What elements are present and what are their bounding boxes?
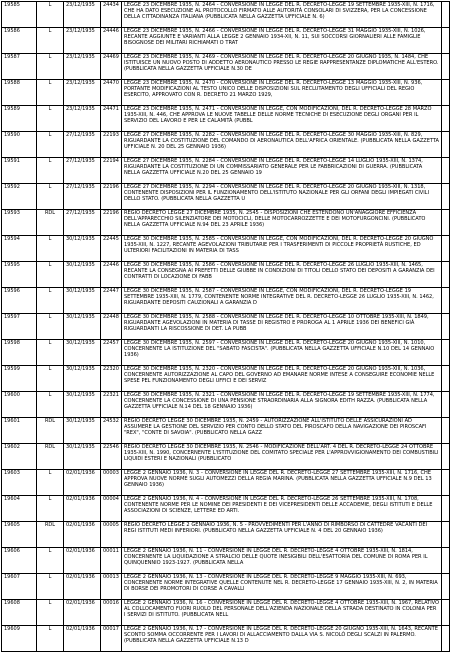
act-description: LEGGE 30 DICEMBRE 1935, N. 2585 - CONVERSIONE IN LEGGE, CON MODIFICAZIONI, DEL R. DECRETO-LEGGE 20 GIUGNO 1935-XIII, N. 1227, RECANTE AGEVOLAZIONI TRIBUTARIE PER I TRASFERIMENTI DI PICCOLE PROPRIETÀ RUSTICHE, ED ULTERIORI FACILITAZIONI IN MATERIA DI TASS (122, 236, 442, 262)
record-number: 19607 (2, 574, 37, 600)
row-end-cell (442, 158, 450, 184)
row-end-cell (442, 184, 450, 210)
table-row (2, 626, 450, 652)
act-type: L (37, 340, 64, 366)
act-type: L (37, 288, 64, 314)
table-row (2, 132, 450, 158)
act-date: 23/12/1935 (64, 54, 101, 80)
sequence-number: 00005 (101, 522, 122, 548)
sequence-number: 00016 (101, 600, 122, 626)
row-end-cell (442, 340, 450, 366)
act-date: 02/01/1936 (64, 496, 101, 522)
sequence-number: 22321 (101, 392, 122, 418)
act-date: 02/01/1936 (64, 626, 101, 652)
record-number: 19597 (2, 314, 37, 340)
act-date: 30/12/1935 (64, 262, 101, 288)
record-number: 19608 (2, 600, 37, 626)
act-type: L (37, 392, 64, 418)
sequence-number: 22457 (101, 340, 122, 366)
table-row (2, 574, 450, 600)
act-date: 02/01/1936 (64, 574, 101, 600)
sequence-number: 00017 (101, 626, 122, 652)
record-number: 19587 (2, 54, 37, 80)
act-type: RDL (37, 210, 64, 236)
act-description: LEGGE 2 GENNAIO 1936, N. 17 - CONVERSIONE IN LEGGE DEL R. DECRETO-LEGGE 20 GIUGNO 1935-XIII, N. 1643, RECANTE SCONTO SOMMA OCCORRENTE PER I LAVORI DI ALLACCIAMENTO DALLA VIA S. NICOLÒ DEGLI SCALZI IN PALERMO. (PUBBLICATA NELLA GAZZETTA UFFICIALE N.13 D (122, 626, 442, 652)
act-date: 30/12/1935 (64, 444, 101, 470)
register-rows (2, 2, 450, 652)
act-type: L (37, 496, 64, 522)
act-type: L (37, 314, 64, 340)
act-date: 27/12/1935 (64, 132, 101, 158)
record-number: 19609 (2, 626, 37, 652)
act-date: 02/01/1936 (64, 522, 101, 548)
act-date: 27/12/1935 (64, 210, 101, 236)
row-end-cell (442, 314, 450, 340)
sequence-number: 22196 (101, 210, 122, 236)
table-row (2, 28, 450, 54)
act-date: 23/12/1935 (64, 2, 101, 28)
act-description: LEGGE 30 DICEMBRE 1935, N. 2586 - CONVERSIONE IN LEGGE DEL R. DECRETO-LEGGE 26 LUGLIO 1935-XIII, N. 1465, RECANTE LA CONSEGNA AI PREFETTI DELLE GIUBBE IN CONDIZIONI DI TITOLI DELLO STATO DEI DEPOSITI A GARANZIA DEI CONTRATTI DI LOCAZIONE DI FABB (122, 262, 442, 288)
row-end-cell (442, 2, 450, 28)
act-type: L (37, 2, 64, 28)
record-number: 19605 (2, 522, 37, 548)
act-description: LEGGE 23 DICEMBRE 1935, N. 2469 - CONVERSIONE IN LEGGE DEL R. DECRETO-LEGGE 20 GIUGNO 1935, N. 1484, CHE ISTITUISCE UN NUOVO POSTO DI ADDETTO AERONAUTICO PRESSO LE REGIE RAPPRESENTANZE DIPLOMATICHE ALL'ESTERO. (PUBBLICATA NELLA GAZZETTA UFFICIALE N.30 DE (122, 54, 442, 80)
table-row (2, 80, 450, 106)
act-date: 02/01/1936 (64, 548, 101, 574)
act-date: 30/12/1935 (64, 366, 101, 392)
act-description: LEGGE 2 GENNAIO 1936, N. 11 - CONVERSIONE IN LEGGE DEL R. DECRETO-LEGGE 4 OTTOBRE 1935-XIII, N. 1814, CONCERNENTE LA LIQUIDAZIONE A STRALCIO DELLE QUOTE INESIGIBILI DELL'ESATTORIA DEL COMUNE DI ROMA PER IL QUINQUENNIO 1923-1927. (PUBBLICATA NELLA (122, 548, 442, 574)
record-number: 19595 (2, 262, 37, 288)
table-row (2, 600, 450, 626)
record-number: 19586 (2, 28, 37, 54)
row-end-cell (442, 210, 450, 236)
act-date: 30/12/1935 (64, 314, 101, 340)
act-type: L (37, 548, 64, 574)
record-number: 19602 (2, 444, 37, 470)
document-page (1, 1, 450, 645)
act-description: LEGGE 30 DICEMBRE 1935, N. 2597 - CONVERSIONE IN LEGGE DEL R. DECRETO-LEGGE 20 GIUGNO 1935-XIII, N. 1010, CONCERNENTE LA ISTITUZIONE DEL "SABATO FASCISTA". (PUBBLICATA NELLA GAZZETTA UFFICIALE N.10 DEL 14 GENNAIO 1936) (122, 340, 442, 366)
act-description: LEGGE 30 DICEMBRE 1935, N. 2587 - CONVERSIONE IN LEGGE, CON MODIFICAZIONI, DEL R. DECRETO-LEGGE 19 SETTEMBRE 1935-XIII, N. 1779, CONTENENTE NORME INTEGRATIVE DEL R. DECRETO-LEGGE 26 LUGLIO 1935-XIII, N. 1462, RIGUARDANTE DEPOSITI CAUZIONALI A GARANZIA D (122, 288, 442, 314)
act-description: LEGGE 27 DICEMBRE 1935, N. 2284 - CONVERSIONE IN LEGGE DEL R. DECRETO-LEGGE 14 LUGLIO 1935-XIII, N. 1374, RIGUARDANTE LA COSTITUZIONE DI UN COMMISSARIATO GENERALE PER LE FABBRICAZIONI DI GUERRA. (PUBBLICATA NELLA GAZZETTA UFFICIALE N.20 DEL 25 GENNAIO 19 (122, 158, 442, 184)
record-number: 19592 (2, 184, 37, 210)
sequence-number: 22546 (101, 444, 122, 470)
table-row (2, 2, 450, 28)
sequence-number: 00011 (101, 548, 122, 574)
act-type: L (37, 626, 64, 652)
record-number: 19601 (2, 418, 37, 444)
act-type: L (37, 262, 64, 288)
act-description: REGIO DECRETO LEGGE 27 DICEMBRE 1935, N. 2545 - DISPOSIZIONI CHE ESTENDONO UN'ANAGGIORE EFFICIENZA DELL'APPARECCHIO SILENZIATORE DEI MOTOCICLI, DELLE MOTOCARROZZETTE E DEI MOTOFURGONCINI. (PUBBLICATO NELLA GAZZETTA UFFICIALE N.94 DEL 23 APRILE 1936) (122, 210, 442, 236)
sequence-number: 22448 (101, 314, 122, 340)
act-type: L (37, 80, 64, 106)
table-row (2, 496, 450, 522)
record-number: 19599 (2, 366, 37, 392)
table-row (2, 548, 450, 574)
sequence-number: 24446 (101, 28, 122, 54)
act-date: 23/12/1935 (64, 28, 101, 54)
table-row (2, 158, 450, 184)
sequence-number: 00013 (101, 574, 122, 600)
act-type: RDL (37, 522, 64, 548)
act-type: L (37, 574, 64, 600)
act-description: LEGGE 2 GENNAIO 1936, N. 16 - CONVERSIONE IN LEGGE DEL R. DECRETO-LEGGE 4 OTTOBRE 1935-XIII, N. 1967, RELATIVO AL COLLOCAMENTO FUORI RUOLO DEL PERSONALE DELL'AZIENDA NAZIONALE DELLA STRADA DESTINATO IN COLONIA PER I SERVIZI DI ISTITUTO. (PUBBLICATA NELL (122, 600, 442, 626)
act-description: LEGGE 30 DICEMBRE 1935, N. 2321 - CONVERSIONE IN LEGGE DEL R. DECRETO-LEGGE 19 SETTEMBRE 1935-XIII, N. 1774, CONCERNENTE LA CONCESSIONE DI UNA PENSIONE STRAORDINARIA ALLA SIGNORA EDITH RAZZA. (PUBBLICATA NELLA GAZZETTA UFFICIALE N.14 DEL 18 GENNAIO 1936) (122, 392, 442, 418)
row-end-cell (442, 288, 450, 314)
table-row (2, 314, 450, 340)
act-description: LEGGE 23 DICEMBRE 1935, N. 2470 - CONVERSIONE IN LEGGE DEL R. DECRETO-LEGGE 13 MAGGIO 1935-XIII, N. 936, PORTANTE MODIFICAZIONI AL TESTO UNICO DELLE DISPOSIZIONI SUL RECLUTAMENTO DEGLI UFFICIALI DEL REGIO ESERCITO, APPROVATO CON R. DECRETO 21 MARZO 1929, (122, 80, 442, 106)
record-number: 19603 (2, 470, 37, 496)
act-description: LEGGE 27 DICEMBRE 1935, N. 2294 - CONVERSIONE IN LEGGE DEL R. DECRETO-LEGGE 20 GIUGNO 1935-XIII, N. 1318, CONTENENTE DISPOSIZIONI PER IL FUNZIONAMENTO DELL'ISTITUTO NAZIONALE PER GLI ORFANI DEGLI IMPIEGATI CIVILI DELLO STATO. (PUBBLICATA NELLA GAZZETTA U (122, 184, 442, 210)
record-number: 19606 (2, 548, 37, 574)
table-row (2, 210, 450, 236)
act-description: LEGGE 23 DICEMBRE 1935, N. 2464 - CONVERSIONE IN LEGGE DEL R. DECRETO-LEGGE 19 SETTEMBRE 1935-XIII, N. 1716, CHE HA DATO ESECUZIONE AL PROTOCOLLO FIRMATO ALLE AUTORITÀ CONSOLARI DI SVIZZERA, PER LA CONCESSIONE DELLA CITTADINANZA ITALIANA (PUBBLICATA NELLA GAZZETTA UFFICIALE N. 6) (122, 2, 442, 28)
legislation-register-table (1, 1, 450, 652)
table-row (2, 522, 450, 548)
sequence-number: 24434 (101, 2, 122, 28)
row-end-cell (442, 626, 450, 652)
row-end-cell (442, 106, 450, 132)
row-end-cell (442, 236, 450, 262)
sequence-number: 22447 (101, 288, 122, 314)
row-end-cell (442, 600, 450, 626)
act-type: L (37, 184, 64, 210)
sequence-number: 24532 (101, 418, 122, 444)
sequence-number: 24470 (101, 80, 122, 106)
act-type: L (37, 600, 64, 626)
sequence-number: 24469 (101, 54, 122, 80)
table-row (2, 392, 450, 418)
act-date: 30/12/1935 (64, 288, 101, 314)
record-number: 19588 (2, 80, 37, 106)
act-type: L (37, 158, 64, 184)
act-date: 30/12/1935 (64, 392, 101, 418)
record-number: 19598 (2, 340, 37, 366)
table-row (2, 288, 450, 314)
record-number: 19589 (2, 106, 37, 132)
row-end-cell (442, 574, 450, 600)
sequence-number: 22445 (101, 236, 122, 262)
act-date: 23/12/1935 (64, 80, 101, 106)
act-type: L (37, 28, 64, 54)
row-end-cell (442, 132, 450, 158)
act-date: 02/01/1936 (64, 600, 101, 626)
act-description: REGIO DECRETO LEGGE 30 DICEMBRE 1935, N. 2546 - MODIFICAZIONE DELL'ART. 4 DEL R. DECRETO-LEGGE 24 OTTOBRE 1935-XIII, N. 1990, CONCERNENTE L'ISTITUZIONE DEL COMITATO SPECIALE PER L'APPROVVIGIONAMENTO DEI COMBUSTIBILI LIQUIDI ESTERI E NAZIONALI (PUBBLICATO (122, 444, 442, 470)
row-end-cell (442, 470, 450, 496)
sequence-number: 00003 (101, 470, 122, 496)
act-type: RDL (37, 444, 64, 470)
act-description: LEGGE 2 GENNAIO 1936, N. 4 - CONVERSIONE IN LEGGE DEL R. DECRETO-LEGGE 26 SETTEMBRE 1935-XIII, N. 1708, CONTENENTE NORME PER LE NOMINE DEI PRESIDENTI E DEI VICEPRESIDENTI DELLE ACCADEMIE, DEGLI ISTITUTI E DELLE ASSOCIAZIONI DI SCIENZE, LETTERE ED ARTI. (122, 496, 442, 522)
act-description: LEGGE 23 DICEMBRE 1935, N. 2471 - CONVERSIONE IN LEGGE, CON MODIFICAZIONI, DEL R. DECRETO-LEGGE 28 MARZO 1935-XIII, N. 446, CHE APPROVA LE NUOVE TABELLE DELLE NORME TECNICHE DI ESECUZIONE DEGLI ORGANI PER IL SERVIZIO DEL LAVORO E PER LE CALAMITÀ (PUBBL (122, 106, 442, 132)
table-row (2, 106, 450, 132)
record-number: 19590 (2, 132, 37, 158)
act-date: 30/12/1935 (64, 236, 101, 262)
act-date: 23/12/1935 (64, 106, 101, 132)
sequence-number: 22196 (101, 184, 122, 210)
table-row (2, 366, 450, 392)
table-row (2, 236, 450, 262)
act-type: L (37, 366, 64, 392)
record-number: 19593 (2, 210, 37, 236)
record-number: 19596 (2, 288, 37, 314)
act-description: REGIO DECRETO LEGGE 30 DICEMBRE 1935, N. 2459 - AUTORIZZAZIONE ALL'ISTITUTO DELLE ASSICURAZIONI AD ASSUMERE LA GESTIONE DEL SERVIZIO PER CONTO DELLO STATO DEL PIROSCAFO DELLA NAVIGAZIONE DEI PIROSCAFI "REX", "CONTE DI SAVOIA". (PUBBLICATO NELLA GAZZ (122, 418, 442, 444)
table-row (2, 444, 450, 470)
act-type: L (37, 54, 64, 80)
table-row (2, 340, 450, 366)
row-end-cell (442, 28, 450, 54)
record-number: 19604 (2, 496, 37, 522)
row-end-cell (442, 548, 450, 574)
table-row (2, 184, 450, 210)
act-description: LEGGE 2 GENNAIO 1936, N. 13 - CONVERSIONE IN LEGGE DEL R. DECRETO-LEGGE 9 MAGGIO 1935-XIII, N. 693, CONCERNENTE NORME INTEGRATIVE QUELLE CONTENUTE NEL R. DECRETO-LEGGE 17 GENNAIO 1935-XIII, N. 2, IN MATERIA DI BORSE DEI PROMOTORI DI CORSE A CAVALLI (122, 574, 442, 600)
act-date: 27/12/1935 (64, 184, 101, 210)
row-end-cell (442, 418, 450, 444)
act-type: L (37, 106, 64, 132)
record-number: 19594 (2, 236, 37, 262)
sequence-number: 22320 (101, 366, 122, 392)
table-row (2, 262, 450, 288)
row-end-cell (442, 54, 450, 80)
act-type: RDL (37, 418, 64, 444)
sequence-number: 22193 (101, 132, 122, 158)
act-description: LEGGE 27 DICEMBRE 1935, N. 2282 - CONVERSIONE IN LEGGE DEL R. DECRETO-LEGGE 30 MAGGIO 1935-XIII, N. 829, RIGUARDANTE LA COSTITUZIONE DEL COMANDO DI AERONAUTICA DELL'AFRICA ORIENTALE. (PUBBLICATA NELLA GAZZETTA UFFICIALE N. 20 DEL 25 GENNAIO 1936) (122, 132, 442, 158)
act-type: L (37, 236, 64, 262)
row-end-cell (442, 366, 450, 392)
act-type: L (37, 132, 64, 158)
act-date: 27/12/1935 (64, 158, 101, 184)
table-row (2, 418, 450, 444)
act-description: REGIO DECRETO LEGGE 2 GENNAIO 1936, N. 5 - PROVVEDIMENTI PER L'ANNO DI RIMBORSO DI CATTEDRE VACANTI DEI REGI ISTITUTI MEDI INFERIORI. (PUBBLICATO NELLA GAZZETTA UFFICIALE N. 4 DEL 20 GENNAIO 1936) (122, 522, 442, 548)
table-row (2, 54, 450, 80)
act-type: L (37, 470, 64, 496)
act-description: LEGGE 2 GENNAIO 1936, N. 3 - CONVERSIONE IN LEGGE DEL R. DECRETO-LEGGE 27 SETTEMBRE 1935-XIII, N. 1716, CHE APPROVA NUOVE NORME SUGLI AUTOMEZZI DELLA REGIA MARINA. (PUBBLICATA NELLA GAZZETTA UFFICIALE N.9 DEL 13 GENNAIO 1936) (122, 470, 442, 496)
row-end-cell (442, 444, 450, 470)
sequence-number: 00004 (101, 496, 122, 522)
row-end-cell (442, 392, 450, 418)
row-end-cell (442, 80, 450, 106)
sequence-number: 22446 (101, 262, 122, 288)
act-date: 30/12/1935 (64, 418, 101, 444)
act-date: 02/01/1936 (64, 470, 101, 496)
row-end-cell (442, 262, 450, 288)
act-description: LEGGE 30 DICEMBRE 1935, N. 2588 - CONVERSIONE IN LEGGE DEL R. DECRETO-LEGGE 10 OTTOBRE 1935-XIII, N. 1849, RIGUARDANTE AGEVOLAZIONI IN MATERIA DI TASSE DI REGISTRO E PROROGA AL 1 APRILE 1936 DEI BENEFICI GIÀ RIGUARDANTI LA RISCOSSIONE DI DET. LA PUBB (122, 314, 442, 340)
sequence-number: 24471 (101, 106, 122, 132)
act-date: 30/12/1935 (64, 340, 101, 366)
row-end-cell (442, 522, 450, 548)
record-number: 19591 (2, 158, 37, 184)
sequence-number: 22194 (101, 158, 122, 184)
act-description: LEGGE 23 DICEMBRE 1935, N. 2466 - CONVERSIONE IN LEGGE DEL R. DECRETO-LEGGE 31 MAGGIO 1935-XIII, N. 1026, RECANTE AGGIUNTE E VARIANTI ALLA LEGGE 2 GENNAIO 1934-XII, N. 11, SUI SOCCORSI GIORNALIERI ALLE FAMIGLIE BISOGNOSE DEI MILITARI RICHIAMATI O TRAT (122, 28, 442, 54)
row-end-cell (442, 496, 450, 522)
act-description: LEGGE 30 DICEMBRE 1935, N. 2320 - CONVERSIONE IN LEGGE DEL R. DECRETO-LEGGE 20 GIUGNO 1935-XIII, N. 1036, CONCERNENTE AUTORIZZAZIONE AL CAPO DEL GOVERNO AD EMANARE NORME INTESE A CONSEGUIRE ECONOMIE NELLE SPESE PEL FUNZIONAMENTO DEGLI UFFICI E DEI SERVIZ (122, 366, 442, 392)
record-number: 19585 (2, 2, 37, 28)
table-row (2, 470, 450, 496)
record-number: 19600 (2, 392, 37, 418)
